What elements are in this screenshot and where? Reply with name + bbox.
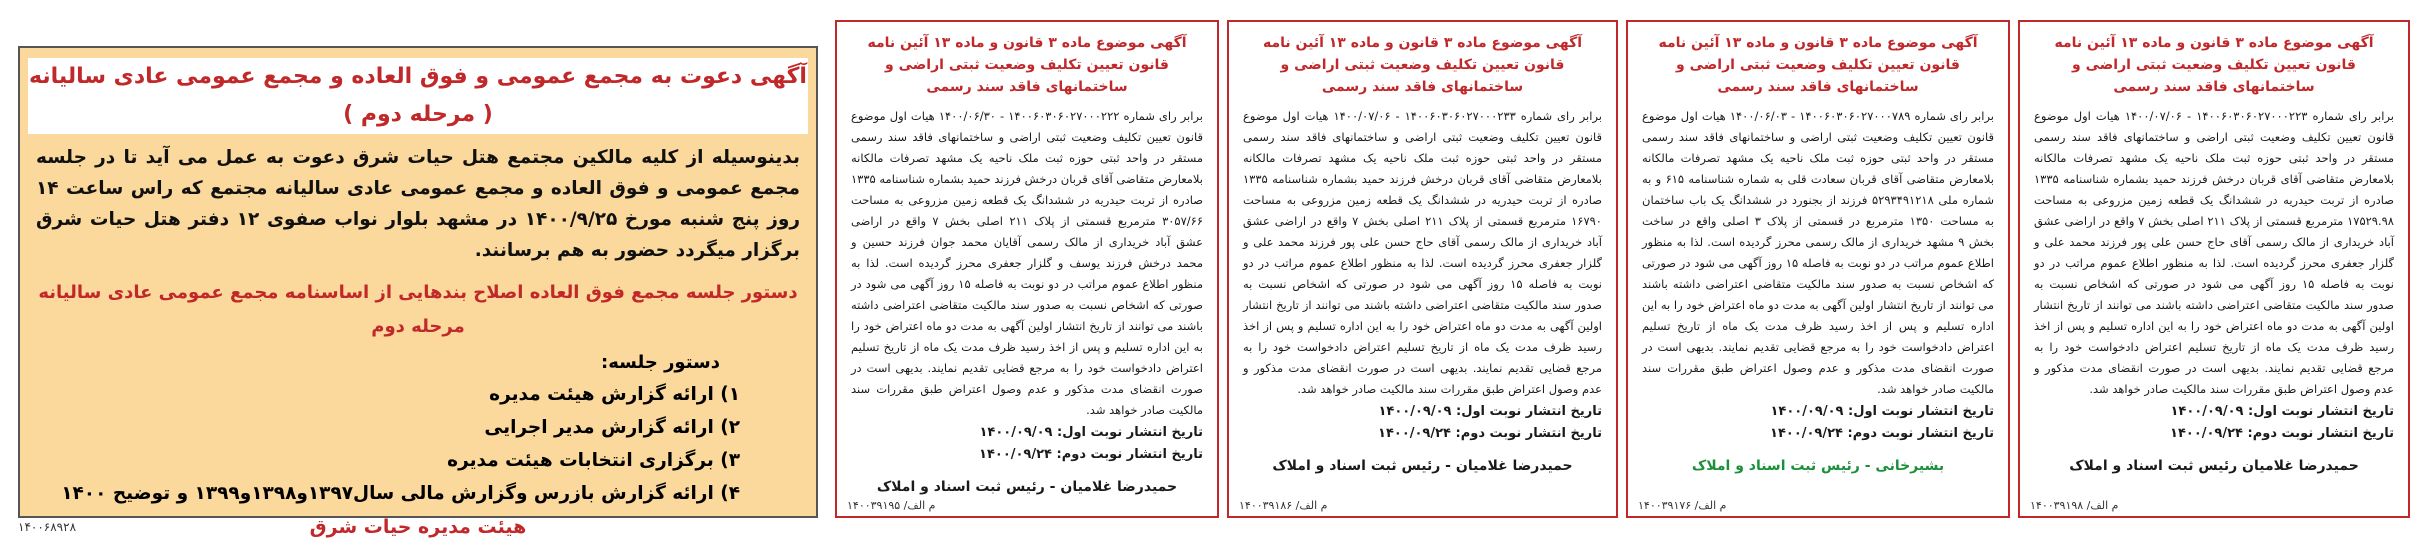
notice-title: آگهی موضوع ماده ۳ قانون و ماده ۱۳ آئین نامه قانون تعیین تکلیف وضعیت ثبتی اراضی و ساختمانهای فاقد سند رسمی (2054, 35, 2374, 95)
notice-signature: بشیرخانی - رئیس ثبت اسناد و املاک (1691, 458, 1945, 474)
invitation-subtitle: دستور جلسه مجمع فوق العاده اصلاح بندهایی از اساسنامه مجمع عمومی عادی سالیانه مرحله دوم (38, 282, 798, 337)
notice-date-second: تاریخ انتشار نوبت دوم: ۱۴۰۰/۰۹/۲۴ (1378, 426, 1602, 441)
invitation-signature: هیئت مدیره حیات شرق (309, 516, 527, 538)
agenda-item: ۲) ارائه گزارش مدیر اجرایی (484, 417, 740, 438)
notice-date-first: تاریخ انتشار نوبت اول: ۱۴۰۰/۰۹/۰۹ (1770, 404, 1994, 419)
notice-body: برابر رای شماره ۱۴۰۰۶۰۳۰۶۰۲۷۰۰۰۲۳۳ - ۱۴۰۰/۰۷/۰۶ هیات اول موضوع قانون تعیین تکلیف وضعیت ثبتی اراضی و ساختمانهای فاقد سند رسمی مستقر در واحد ثبتی حوزه ثبت ملک ناحیه یک مشهد تصرفات مالکانه بلامعارض متقاضی آقای قربان درخش فرزند حمید بشماره شناسنامه ۱۳۳۵ صادره از تربت حیدریه در ششدانگ یک قطعه زمین مزروعی به مساحت ۱۶۷۹۰ مترمربع قسمتی از پلاک ۲۱۱ اصلی بخش ۷ واقع در اراضی عشق آباد خریداری از مالک رسمی آقای حاج حسن علی پور فرزند محمد علی و گلزار جعفری محرز گردیده است. لذا به منظور اطلاع عموم مراتب در دو نوبت به فاصله ۱۵ روز آگهی می شود در صورتی که اشخاص نسبت به صدور سند مالکیت متقاضی اعتراضی داشته باشند می توانند از تاریخ انتشار اولین آگهی به مدت دو ماه اعتراض خود را به این اداره تسلیم و پس از اخذ رسید ظرف مدت یک ماه از تاریخ تسلیم اعتراض دادخواست خود را به مرجع قضایی تقدیم نمایند. بدیهی است در صورت انقضای مدت مذکور و عدم وصول اعتراض طبق مقررات سند مالکیت صادر خواهد شد. (1243, 109, 1603, 396)
agenda-item: ۱) ارائه گزارش هیئت مدیره (489, 384, 740, 405)
notice-title: آگهی موضوع ماده ۳ قانون و ماده ۱۳ آئین نامه قانون تعیین تکلیف وضعیت ثبتی اراضی و ساختمانهای فاقد سند رسمی (1658, 35, 1978, 95)
invitation-paragraph: بدینوسیله از کلیه مالکین مجتمع هتل حیات شرق دعوت به عمل می آید تا در جلسه مجمع عمومی و فوق العاده و مجمع عمومی عادی سالیانه مجتمع که راس ساعت ۱۴ روز پنج شنبه مورخ ۱۴۰۰/۹/۲۵ در مشهد بلوار نواب صفوی ۱۲ دفتر هتل حیات شرق برگزار میگردد حضور به هم برسانند. (36, 147, 800, 261)
notice-date-first: تاریخ انتشار نوبت اول: ۱۴۰۰/۰۹/۰۹ (1378, 404, 1602, 419)
notice-body: برابر رای شماره ۱۴۰۰۶۰۳۰۶۰۲۷۰۰۰۲۲۳ - ۱۴۰۰/۰۷/۰۶ هیات اول موضوع قانون تعیین تکلیف وضعیت ثبتی اراضی و ساختمانهای فاقد سند رسمی مستقر در واحد ثبتی حوزه ثبت ملک ناحیه یک مشهد تصرفات مالکانه بلامعارض متقاضی آقای قربان درخش فرزند حمید بشماره شناسنامه ۱۳۳۵ صادره از تربت حیدریه در ششدانگ یک قطعه زمین مزروعی به مساحت ۱۷۵۲۹.۹۸ مترمربع قسمتی از پلاک ۲۱۱ اصلی بخش ۷ واقع در اراضی عشق آباد خریداری از مالک رسمی آقای حاج حسن علی پور فرزند محمد علی و گلزار جعفری محرز گردیده است. لذا به منظور اطلاع عموم مراتب در دو نوبت به فاصله ۱۵ روز آگهی می شود در صورتی که اشخاص نسبت به صدور سند مالکیت متقاضی اعتراضی داشته باشند می توانند از تاریخ انتشار اولین آگهی به مدت دو ماه اعتراض خود را به این اداره تسلیم و پس از اخذ رسید ظرف مدت یک ماه از تاریخ تسلیم اعتراض دادخواست خود را به مرجع قضایی تقدیم نمایند. بدیهی است در صورت انقضای مدت مذکور و عدم وصول اعتراض طبق مقررات سند مالکیت صادر خواهد شد. (2034, 109, 2395, 396)
agenda-item: ۳) برگزاری انتخابات هیئت مدیره (447, 450, 740, 471)
notice-date-first: تاریخ انتشار نوبت اول: ۱۴۰۰/۰۹/۰۹ (2170, 404, 2394, 419)
notice-4 (835, 20, 1219, 518)
notice-date-second: تاریخ انتشار نوبت دوم: ۱۴۰۰/۰۹/۲۴ (2170, 426, 2394, 441)
invitation-title: آگهی دعوت به مجمع عمومی و فوق العاده و مجمع عمومی عادی سالیانه ( مرحله دوم ) (28, 58, 808, 134)
invitation-id: ۱۴۰۰۶۸۹۲۸ (18, 520, 77, 534)
notice-signature: حمیدرضا غلامیان - رئیس ثبت اسناد و املاک (876, 479, 1178, 495)
agenda-title: دستور جلسه: (601, 352, 720, 373)
notice-date-second: تاریخ انتشار نوبت دوم: ۱۴۰۰/۰۹/۲۴ (1770, 426, 1994, 441)
notice-1 (2018, 20, 2410, 518)
notice-date-first: تاریخ انتشار نوبت اول: ۱۴۰۰/۰۹/۰۹ (979, 425, 1203, 440)
notice-body: برابر رای شماره ۱۴۰۰۶۰۳۰۶۰۲۷۰۰۰۷۸۹ - ۱۴۰۰/۰۶/۰۳ هیات اول موضوع قانون تعیین تکلیف وضعیت ثبتی اراضی و ساختمانهای فاقد سند رسمی مستقر در واحد ثبتی حوزه ثبت ملک ناحیه یک مشهد تصرفات مالکانه بلامعارض متقاضی آقای قربان سعادت قلی به شماره شناسنامه ۶۱۵ و به شماره ملی ۵۲۹۳۴۹۱۲۱۸ فرزند از بجنورد در ششدانگ یک باب ساختمان به مساحت ۱۳۵۰ مترمربع در قسمتی از پلاک ۳ اصلی واقع در ساخت بخش ۹ مشهد خریداری از مالک رسمی محرز گردیده است. لذا به منظور اطلاع عموم مراتب در دو نوبت به فاصله ۱۵ روز آگهی می شود در صورتی که اشخاص نسبت به صدور سند مالکیت متقاضی اعتراضی داشته باشند می توانند از تاریخ انتشار اولین آگهی به مدت دو ماه اعتراض خود را به این اداره تسلیم و پس از اخذ رسید ظرف مدت یک ماه از تاریخ تسلیم اعتراض دادخواست خود را به مرجع قضایی تقدیم نمایند. بدیهی است در صورت انقضای مدت مذکور و عدم وصول اعتراض طبق مقررات سند مالکیت صادر خواهد شد. (1642, 109, 1995, 396)
notice-id: ۱۴۰۰۳۹۱۷۶ /م الف (1638, 499, 1727, 512)
notice-3 (1227, 20, 1618, 518)
notice-title: آگهی موضوع ماده ۳ قانون و ماده ۱۳ آئین نامه قانون تعیین تکلیف وضعیت ثبتی اراضی و ساختمانهای فاقد سند رسمی (1262, 35, 1583, 95)
notice-id: ۱۴۰۰۳۹۱۹۵ /م الف (847, 499, 936, 512)
notice-body: برابر رای شماره ۱۴۰۰۶۰۳۰۶۰۲۷۰۰۰۲۲۲ - ۱۴۰۰/۰۶/۳۰ هیات اول موضوع قانون تعیین تکلیف وضعیت ثبتی اراضی و ساختمانهای فاقد سند رسمی مستقر در واحد ثبتی حوزه ثبت ملک ناحیه یک مشهد تصرفات مالکانه بلامعارض متقاضی آقای قربان درخش فرزند حمید بشماره شناسنامه ۱۳۳۵ صادره از تربت حیدریه در ششدانگ یک قطعه زمین مزروعی به مساحت ۳۰۵۷/۶۶ مترمربع قسمتی از پلاک ۲۱۱ اصلی بخش ۷ واقع در اراضی عشق آباد خریداری از مالک رسمی آقایان محمد جوان فرزند حسین و محمد درخش فرزند یوسف و گلزار جعفری محرز گردیده است. لذا به منظور اطلاع عموم مراتب در دو نوبت به فاصله ۱۵ روز آگهی می شود در صورتی که اشخاص نسبت به صدور سند مالکیت متقاضی اعتراضی داشته باشند می توانند از تاریخ انتشار اولین آگهی به مدت دو ماه اعتراض خود را به این اداره تسلیم و پس از اخذ رسید ظرف مدت یک ماه از تاریخ تسلیم اعتراض دادخواست خود را به مرجع قضایی تقدیم نمایند. بدیهی است در صورت انقضای مدت مذکور و عدم وصول اعتراض طبق مقررات سند مالکیت صادر خواهد شد. (851, 109, 1204, 417)
notice-id: ۱۴۰۰۳۹۱۹۸ /م الف (2030, 499, 2119, 512)
notice-signature: حمیدرضا غلامیان - رئیس ثبت اسناد و املاک (1272, 458, 1573, 474)
agenda-item: ۴) ارائه گزارش بازرس وگزارش مالی سال۱۳۹۷و۱۳۹۸و۱۳۹۹ و توضیح ۱۴۰۰ (61, 483, 740, 504)
notice-2 (1626, 20, 2010, 518)
notice-date-second: تاریخ انتشار نوبت دوم: ۱۴۰۰/۰۹/۲۴ (979, 447, 1203, 462)
notice-signature: حمیدرضا غلامیان رئیس ثبت اسناد و املاک (2069, 458, 2359, 474)
notice-title: آگهی موضوع ماده ۳ قانون و ماده ۱۳ آئین نامه قانون تعیین تکلیف وضعیت ثبتی اراضی و ساختمانهای فاقد سند رسمی (867, 35, 1187, 95)
notice-id: ۱۴۰۰۳۹۱۸۶ /م الف (1239, 499, 1328, 512)
